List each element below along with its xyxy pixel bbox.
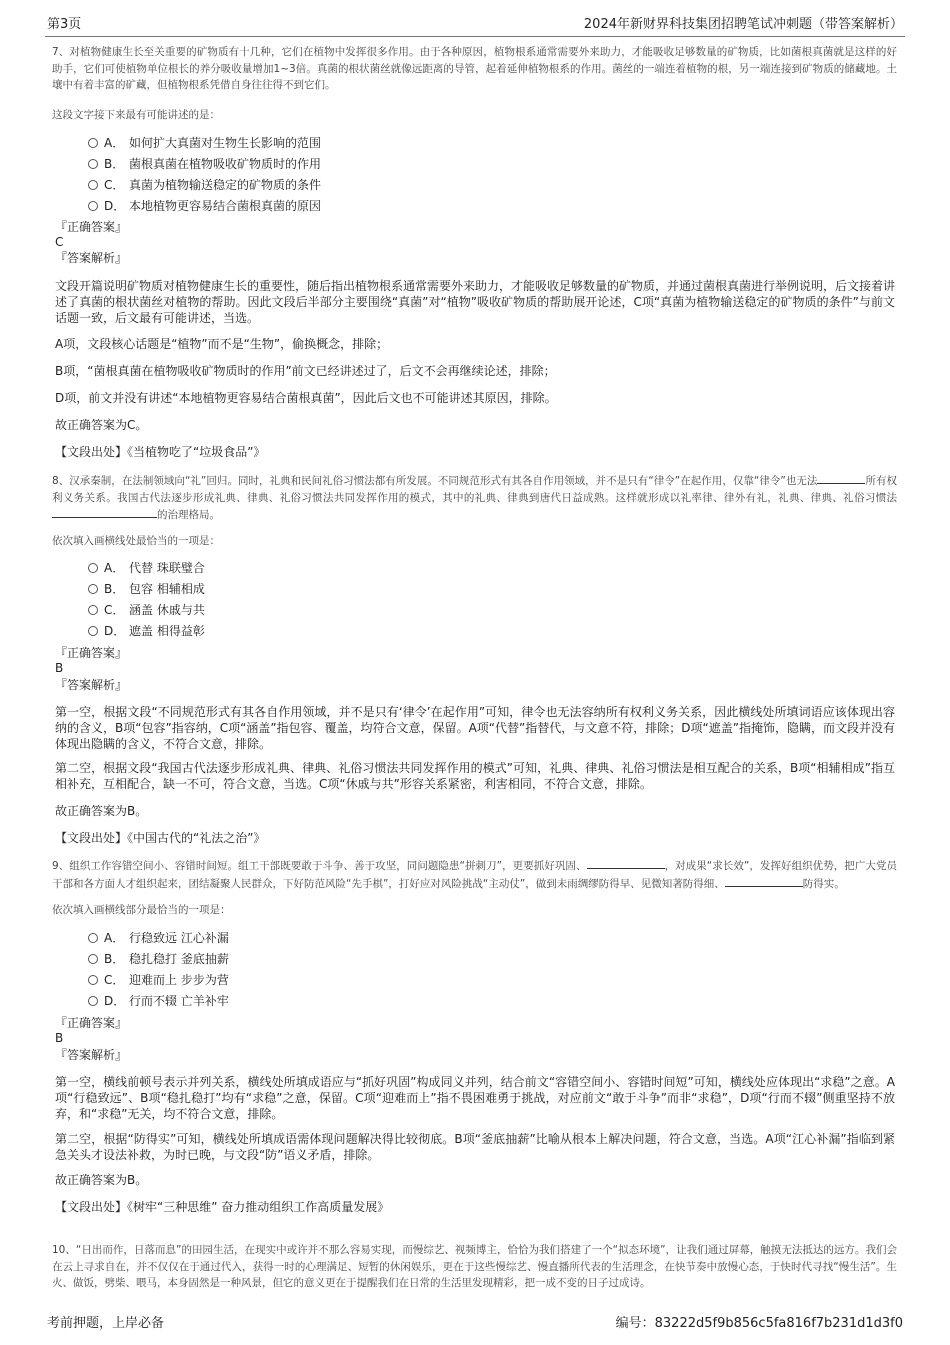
analysis-paragraph: 第二空，根据文段“我国古代法逐步形成礼典、律典、礼俗习惯法共同发挥作用的模式”可知，礼典、律典、礼俗习惯法是相互配合的关系，B项“相辅相成”指互相补充，互相配合，缺一不可，符合文意，当选。C项“休戚与共”形容关系紧密，利害相同，不符合文意，排除。: [55, 761, 895, 791]
page-number: 第3页: [47, 17, 82, 32]
stem-text: ，对成果“求长效”，发挥好组织优势，把广大党员干部和各方面人才组织起来，团结凝聚人民群众，下好防范风险“先手棋”，打好应对风险挑战“主动仗”，做到未雨绸缪防得早、见微知著防得细、: [52, 860, 897, 890]
option-letter: A．: [104, 931, 125, 945]
answer-value: B: [55, 1031, 64, 1045]
question-stem: 10、“日出而作，日落而息”的田园生活，在现实中或许并不那么容易实现，而慢综艺、视频博主，恰恰为我们搭建了一个“拟态环境”，让我们通过屏幕，触摸无法抵达的远方。我们会在云上寻求自在，并不仅仅在于通过代入，获得一时的心理满足、短暂的休闲娱乐，更在于这些慢综艺、慢直播所代表的生活理念，在快节奏中放慢心态，于快时代寻找“慢生活”。生火、做饭，劈柴、喂马，本身固然是一种风景，但它的意义更在于提醒我们在日常的生活里发现精彩，把一成不变的日子过成诗。: [52, 1244, 897, 1289]
question-stem: [52, 857, 897, 892]
page-header: [45, 10, 905, 37]
document-id: 编号：83222d5f9b856c5fa816f7b231d1d3f0: [615, 1316, 903, 1331]
question-prompt: 这段文字接下来最有可能讲述的是：: [52, 109, 220, 121]
radio-icon[interactable]: [88, 180, 98, 190]
radio-icon[interactable]: [88, 159, 98, 169]
radio-icon[interactable]: [88, 954, 98, 964]
fill-blank: [587, 857, 665, 869]
radio-icon[interactable]: [88, 996, 98, 1006]
stem-text: 的治理格局。: [157, 509, 220, 521]
option-text: 如何扩大真菌对生物生长影响的范围: [129, 136, 322, 150]
options-list: [88, 559, 205, 643]
option-letter: A．: [104, 561, 125, 575]
option-letter: D．: [104, 994, 126, 1008]
option-d[interactable]: [88, 992, 229, 1013]
question-prompt-wrap: [52, 107, 897, 122]
analysis-label: 『答案解析』: [55, 251, 128, 265]
analysis-paragraph: 故正确答案为B。: [55, 1173, 148, 1187]
option-c[interactable]: [88, 601, 205, 622]
analysis-paragraph: 第一空，根据文段“不同规范形式有其各自作用领域，并不是只有‘律令’在起作用”可知，律令也无法容纳所有权利义务关系，因此横线处所填词语应该体现出容纳的含义，B项“包容”指容纳，C项“涵盖”指包容、覆盖，均符合文意，保留。A项“代替”指替代，与文意不符，排除；D项“遮盖”指掩饰，隐瞒，而文段并没有体现出隐瞒的含义，不符合文意，排除。: [55, 705, 895, 751]
option-b[interactable]: [88, 580, 205, 601]
analysis-label: 『答案解析』: [55, 1048, 128, 1062]
option-text: 涵盖 休戚与共: [129, 603, 205, 617]
stem-text: 所有权利义务关系。我国古代法逐步形成礼典、律典、礼俗习惯法共同发挥作用的模式，其中的礼典、律典到唐代日益成熟。这样就形成以礼率律、律外有礼，礼典、律典、礼俗习惯法: [52, 475, 898, 504]
footer-slogan: 考前押题，上岸必备: [47, 1316, 165, 1331]
option-letter: B．: [104, 952, 125, 966]
option-a[interactable]: [88, 134, 321, 155]
analysis-paragraph: 第一空，横线前顿号表示并列关系，横线处所填成语应与“抓好巩固”构成同义并列，结合前文“容错空间小、容错时间短”可知，横线处应体现出“求稳”之意。A项“行稳致远”、B项“稳扎稳打”均有“求稳”之意，保留。C项“迎难而上”指不畏困难勇于挑战，对应前文“敢于斗争”而非“求稳”，D项“行而不辍”侧重坚持不放弃，和“求稳”无关，均不符合文意，排除。: [55, 1075, 895, 1121]
option-letter: D．: [104, 624, 126, 638]
radio-icon[interactable]: [88, 563, 98, 573]
analysis-paragraph: 故正确答案为B。: [55, 804, 148, 818]
radio-icon[interactable]: [88, 605, 98, 615]
option-letter: B．: [104, 157, 125, 171]
source-citation: 【文段出处】《树牢“三种思维” 奋力推动组织工作高质量发展》: [55, 1200, 390, 1214]
answer-label: 『正确答案』: [55, 1016, 128, 1030]
option-text: 本地植物更容易结合菌根真菌的原因: [129, 199, 322, 213]
answer-value: B: [55, 661, 64, 675]
document-title: 2024年新财界科技集团招聘笔试冲刺题（带答案解析）: [583, 17, 903, 32]
option-letter: C．: [104, 973, 125, 987]
answer-label: 『正确答案』: [55, 220, 128, 234]
option-text: 行稳致远 江心补漏: [129, 931, 229, 945]
question-stem: [52, 472, 897, 524]
fill-blank: [52, 506, 157, 518]
option-text: 包容 相辅相成: [129, 582, 205, 596]
option-letter: C．: [104, 603, 125, 617]
analysis-paragraph: D项，前文并没有讲述“本地植物更容易结合菌根真菌”，因此后文也不可能讲述其原因，排除。: [55, 391, 557, 405]
radio-icon[interactable]: [88, 584, 98, 594]
analysis-paragraph: B项，“菌根真菌在植物吸收矿物质时的作用”前文已经讲述过了，后文不会再继续论述，排除；: [55, 364, 556, 378]
question-8: [52, 472, 897, 524]
option-text: 代替 珠联璧合: [129, 561, 205, 575]
analysis-paragraph: A项，文段核心话题是“植物”而不是“生物”，偷换概念，排除；: [55, 337, 389, 351]
question-prompt: 依次填入画横线部分最恰当的一项是：: [52, 904, 231, 916]
question-prompt: 依次填入画横线处最恰当的一项是：: [52, 535, 220, 547]
question-prompt-wrap: [52, 533, 897, 548]
question-prompt-wrap: [52, 902, 897, 917]
question-stem: 7、对植物健康生长至关重要的矿物质有十几种，它们在植物中发挥很多作用。由于各种原因，植物根系通常需要外来助力，才能吸收足够数量的矿物质，比如菌根真菌就是这样的好助手，它们可使植物单位根长的养分吸收量增加1~3倍。真菌的根状菌丝就像远距离的导管，起着延伸植物根系的作用。菌丝的一端连着植物的根，另一端连接到矿物质的储藏地。土壤中有着丰富的矿藏，但植物根系凭借自身往往得不到它们。: [52, 46, 897, 91]
option-letter: D．: [104, 199, 126, 213]
option-b[interactable]: [88, 155, 321, 176]
option-letter: A．: [104, 136, 125, 150]
fill-blank: [725, 875, 803, 887]
radio-icon[interactable]: [88, 933, 98, 943]
option-text: 稳扎稳打 釜底抽薪: [129, 952, 229, 966]
analysis-paragraph: 文段开篇说明矿物质对植物健康生长的重要性，随后指出植物根系通常需要外来助力，才能吸收足够数量的矿物质，并通过菌根真菌进行举例说明，后文接着讲述了真菌的根状菌丝对植物的帮助。因此文段后半部分主要围绕“真菌”对“植物”吸收矿物质的帮助展开论述，C项“真菌为植物输送稳定的矿物质的条件”与前文话题一致，后文最有可能讲述，当选。: [55, 279, 896, 325]
question-7: [52, 44, 897, 94]
option-b[interactable]: [88, 950, 229, 971]
radio-icon[interactable]: [88, 201, 98, 211]
options-list: [88, 134, 321, 218]
option-c[interactable]: [88, 176, 321, 197]
radio-icon[interactable]: [88, 138, 98, 148]
analysis-paragraph: 第二空，根据“防得实”可知，横线处所填成语需体现问题解决得比较彻底。B项“釜底抽薪”比喻从根本上解决问题，符合文意，当选。A项“江心补漏”指临到紧急关头才设法补救，为时已晚，与文段“防”语义矛盾，排除。: [55, 1132, 895, 1162]
radio-icon[interactable]: [88, 975, 98, 985]
source-citation: 【文段出处】《中国古代的“礼法之治”》: [55, 831, 266, 845]
option-a[interactable]: [88, 929, 229, 950]
answer-value: C: [55, 235, 64, 249]
option-letter: C．: [104, 178, 125, 192]
option-d[interactable]: [88, 197, 321, 218]
stem-text: 9、组织工作容错空间小、容错时间短。组工干部既要敢于斗争、善于攻坚，同问题隐患“拼刺刀”，更要抓好巩固、: [52, 860, 587, 872]
option-text: 行而不辍 亡羊补牢: [129, 994, 229, 1008]
option-a[interactable]: [88, 559, 205, 580]
option-text: 遮盖 相得益彰: [129, 624, 205, 638]
option-text: 真菌为植物输送稳定的矿物质的条件: [129, 178, 322, 192]
analysis-label: 『答案解析』: [55, 678, 128, 692]
question-9: [52, 857, 897, 892]
option-text: 菌根真菌在植物吸收矿物质时的作用: [129, 157, 322, 171]
option-d[interactable]: [88, 622, 205, 643]
question-10: [52, 1242, 897, 1292]
source-citation: 【文段出处】《当植物吃了“垃圾食品”》: [55, 445, 266, 459]
stem-text: 8、汉承秦制，在法制领域向“礼”回归。同时，礼典和民间礼俗习惯法都有所发展。不同规范形式有其各自作用领域，并不是只有“律令”在起作用，仅靠“律令”也无法: [52, 475, 818, 487]
analysis-paragraph: 故正确答案为C。: [55, 418, 148, 432]
answer-label: 『正确答案』: [55, 646, 128, 660]
stem-text: 防得实。: [802, 877, 845, 890]
option-c[interactable]: [88, 971, 229, 992]
options-list: [88, 929, 229, 1013]
option-letter: B．: [104, 582, 125, 596]
radio-icon[interactable]: [88, 626, 98, 636]
option-text: 迎难而上 步步为营: [129, 973, 229, 987]
fill-blank: [817, 472, 865, 484]
